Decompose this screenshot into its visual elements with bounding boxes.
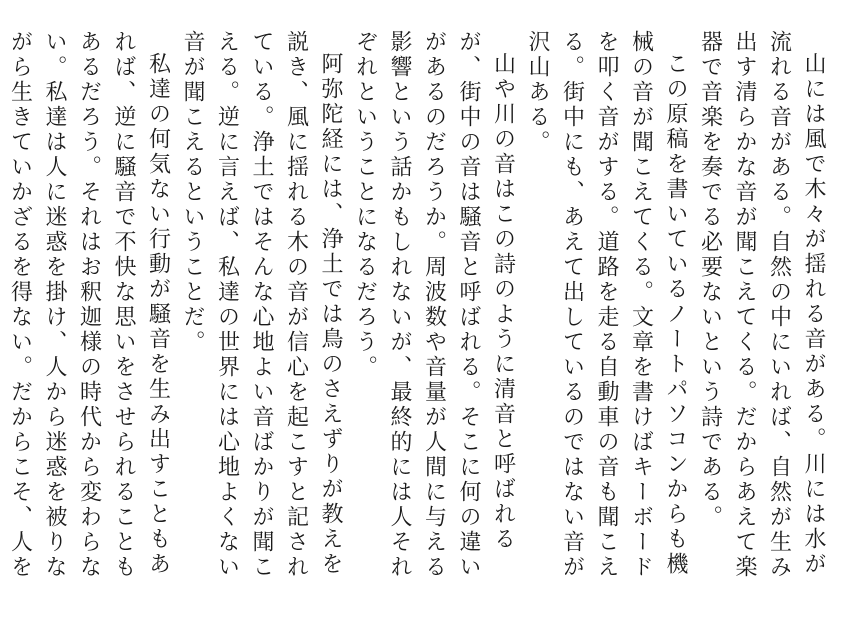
paragraph-1: 山には風で木々が揺れる音がある。川には水が流れる音がある。自然の中にいれば、自然が生み出す清らかな音が聞こえてくる。だからあえて楽器で音楽を奏でる必要ないという詩である。 [697, 30, 826, 580]
paragraph-2: この原稿を書いているノートパソコンからも機械の音が聞こえてくる。文章を書けばキーボードを叩く音がする。道路を走る自動車の音も聞こえる。街中にも、あえて出しているのではない音が沢山ある。 [525, 30, 688, 580]
vertical-text-block [0, 30, 830, 598]
paragraph-5: 私達の何気ない行動が騒音を生み出すこともあれば、逆に騒音で不快な思いをさせられることもあるだろう。それはお釈迦様の時代から変わらない。私達は人に迷惑を掛け、人から迷惑を被りながら生きていかざるを得ない。だからこそ、人を [7, 30, 171, 580]
paragraph-4: 阿弥陀経には、浄土では鳥のさえずりが教えを説き、風に揺れる木の音が信心を起こすと記されている。浄土ではそんな心地よい音ばかりが聞こえる。逆に言えば、私達の世界には心地よくない音が聞こえるということだ。 [180, 30, 343, 580]
paragraph-3: 山や川の音はこの詩のように清音と呼ばれるが、街中の音は騒音と呼ばれる。そこに何の違いがあるのだろうか。周波数や音量が人間に与える影響という話かもしれないが、最終的には人それぞれということになるだろう。 [352, 30, 516, 580]
